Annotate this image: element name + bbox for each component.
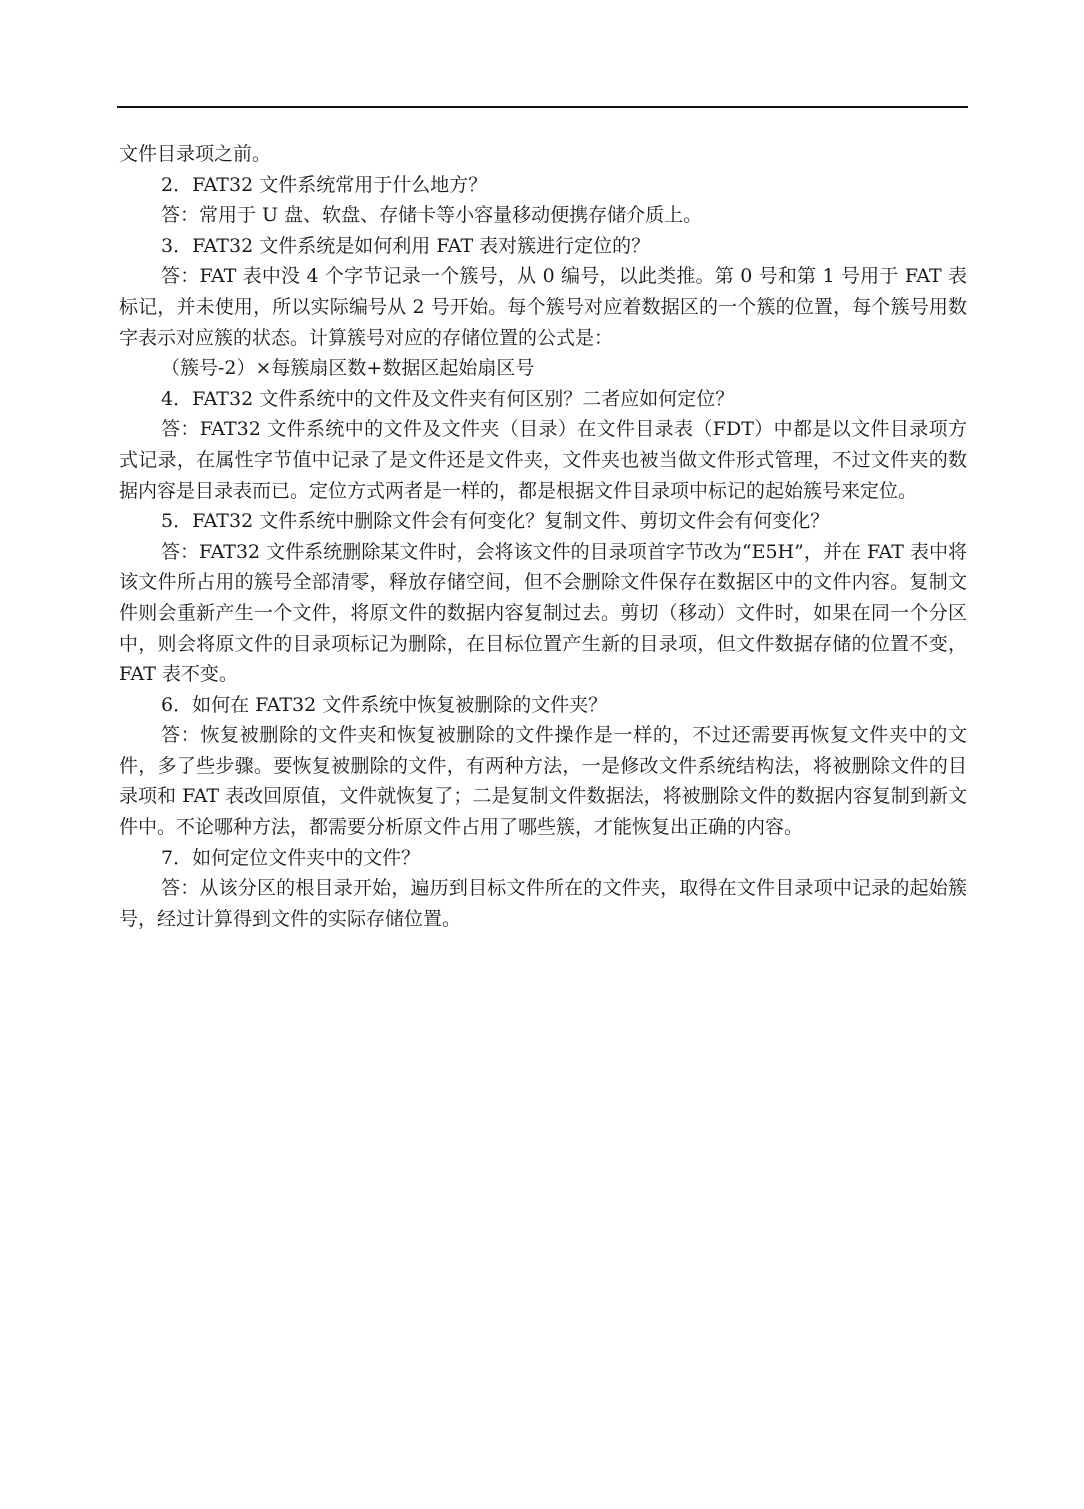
paragraph-continuation: 文件目录项之前。 bbox=[119, 143, 272, 165]
answer-3-formula: （簇号-2）×每簇扇区数+数据区起始扇区号 bbox=[161, 357, 535, 380]
question-4: 4．FAT32 文件系统中的文件及文件夹有何区别？二者应如何定位？ bbox=[161, 387, 735, 410]
header-rule bbox=[117, 106, 968, 108]
question-6: 6．如何在 FAT32 文件系统中恢复被删除的文件夹？ bbox=[161, 693, 608, 716]
answer-2: 答：常用于 U 盘、软盘、存储卡等小容量移动便携存储介质上。 bbox=[161, 204, 703, 227]
answer-3: 答：FAT 表中没 4 个字节记录一个簇号，从 0 编号，以此类推。第 0 号和第 1 号用于 FAT 表标记，并未使用，所以实际编号从 2 号开始。每个簇号对应着数据区的一个簇的位置，每个簇号用数字表示对应簇的状态。计算簇号对应的存储位置的公式是： bbox=[119, 265, 967, 349]
answer-5: 答：FAT32 文件系统删除某文件时，会将该文件的目录项首字节改为“E5H”，并在 FAT 表中将该文件所占用的簇号全部清零，释放存储空间，但不会删除文件保存在数据区中的文件内容。复制文件则会重新产生一个文件，将原文件的数据内容复制过去。剪切（移动）文件时，如果在同一个分区中，则会将原文件的目录项标记为删除，在目标位置产生新的目录项，但文件数据存储的位置不变，FAT 表不变。 bbox=[119, 540, 967, 686]
question-5: 5．FAT32 文件系统中删除文件会有何变化？复制文件、剪切文件会有何变化？ bbox=[161, 510, 830, 533]
question-2: 2．FAT32 文件系统常用于什么地方？ bbox=[161, 173, 488, 196]
question-3: 3．FAT32 文件系统是如何利用 FAT 表对簇进行定位的？ bbox=[161, 234, 651, 257]
question-7: 7．如何定位文件夹中的文件？ bbox=[161, 846, 421, 869]
answer-7: 答：从该分区的根目录开始，遍历到目标文件所在的文件夹，取得在文件目录项中记录的起始簇号，经过计算得到文件的实际存储位置。 bbox=[119, 877, 967, 930]
document-body bbox=[119, 139, 967, 934]
answer-4: 答：FAT32 文件系统中的文件及文件夹（目录）在文件目录表（FDT）中都是以文件目录项方式记录，在属性字节值中记录了是文件还是文件夹，文件夹也被当做文件形式管理，不过文件夹的数据内容是目录表而已。定位方式两者是一样的，都是根据文件目录项中标记的起始簇号来定位。 bbox=[119, 418, 967, 502]
answer-6: 答：恢复被删除的文件夹和恢复被删除的文件操作是一样的，不过还需要再恢复文件夹中的文件，多了些步骤。要恢复被删除的文件，有两种方法，一是修改文件系统结构法，将被删除文件的目录项和 FAT 表改回原值，文件就恢复了；二是复制文件数据法，将被删除文件的数据内容复制到新文件中。不论哪种方法，都需要分析原文件占用了哪些簇，才能恢复出正确的内容。 bbox=[119, 724, 967, 839]
